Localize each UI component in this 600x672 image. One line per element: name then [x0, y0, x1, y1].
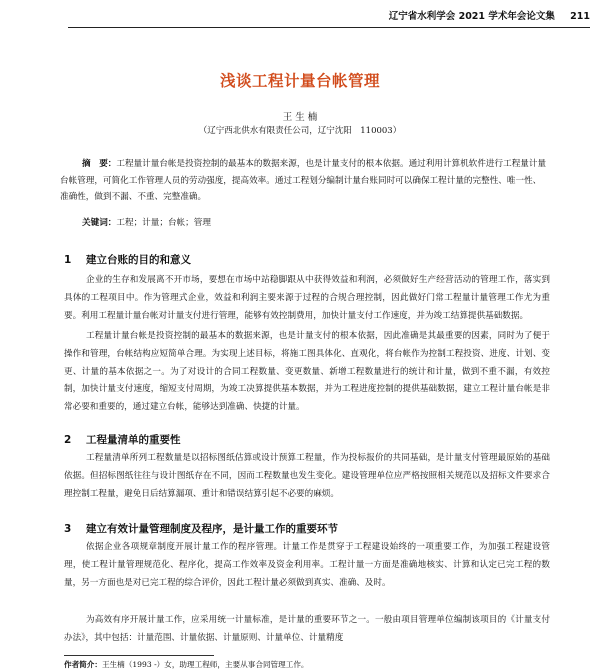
keywords-label: 关键词：	[82, 218, 117, 228]
author-affiliation: （辽宁西北供水有限责任公司，辽宁沈阳 110003）	[198, 126, 402, 136]
header-rule	[68, 27, 590, 28]
section-heading-3	[64, 521, 564, 536]
section-number: 2	[64, 434, 72, 446]
abstract	[60, 156, 548, 206]
section-title: 工程量清单的重要性	[86, 434, 181, 446]
article-title: 浅谈工程计量台帐管理	[219, 72, 380, 90]
author-name: 王 生 楠	[282, 112, 318, 123]
keywords-text: 工程；计量；台帐；管理	[116, 218, 211, 228]
page-number: 211	[570, 11, 590, 22]
section-heading-2	[64, 432, 564, 447]
running-header	[0, 8, 590, 24]
abstract-label: 摘 要：	[82, 159, 117, 169]
section-title: 建立有效计量管理制度及程序，是计量工作的重要环节	[86, 523, 338, 535]
section-number: 1	[64, 254, 72, 266]
section-heading-1	[64, 252, 564, 267]
author-footnote	[64, 659, 309, 670]
journal-name: 辽宁省水利学会 2021 学术年会论文集	[388, 11, 555, 22]
section-number: 3	[64, 523, 72, 535]
footnote-rule	[64, 655, 214, 656]
keywords	[82, 216, 548, 228]
footnote-text: 王生楠（1993 -）女，助理工程师，主要从事合同管理工作。	[101, 660, 309, 669]
footnote-label: 作者简介：	[64, 660, 102, 669]
paragraph: 依据企业各项规章制度开展计量工作的程序管理。计量工作是贯穿于工程建设始终的一项重要工作，为加强工程建设管理，使工程计量管理规范化、程序化，提高工作效率及资金利用率。工程计量一方面是准确地核实、计算和认定已完工程的数量，另一方面也是对已完工程的综合评价，因此工程计量必须做到真实、准确、及时。	[64, 542, 550, 588]
paragraph: 工程量清单所列工程数量是以招标图纸估算或设计预算工程量，作为投标报价的共同基础，是计量支付管理最原始的基础依据。但招标图纸往往与设计图纸存在不同，因而工程数量也发生变化。建设管理单位应严格按照相关规范以及招标文件要求合理控制工程量，避免日后结算漏项、重计和错误结算引起不必要的麻烦。	[64, 453, 550, 499]
paragraph: 工程量计量台帐是投资控制的最基本的数据来源，也是计量支付的根本依据，因此准确是其最重要的因素，同时为了便于操作和管理，台帐结构应短简单合理。为实现上述目标，将施工图具体化、直观化，将台帐作为控制工程投资、进度、计划、变更、计量的基本依据之一。为了对设计的合同工程数量、变更数量、新增工程数量进行的统计和计量，做到不重不漏，有效控制，加快计量支付速度，缩短支付周期，为竣工决算提供基本数据，并为工程进度控制的提供基础数据，建立工程计量台帐是非常必要和重要的，通过建立台帐，能够达到准确、快捷的计量。	[64, 331, 550, 413]
abstract-text: 工程量计量台帐是投资控制的最基本的数据来源，也是计量支付的根本依据。通过利用计算机软件进行工程量计量台帐管理，可简化工作管理人员的劳动强度，提高效率。通过工程划分编制计量台账同时可以确保工程计量的完整性、唯一性、准确性，做到不漏、不重、完整准确。	[60, 159, 547, 202]
paragraph: 为高效有序开展计量工作，应采用统一计量标准，是计量的重要环节之一。一般由项目管理单位编制该项目的《计量支付办法》，其中包括：计量范围、计量依据、计量原则、计量单位、计量精度	[64, 615, 550, 643]
paragraph: 企业的生存和发展离不开市场，要想在市场中站稳脚跟从中获得效益和利润，必须做好生产经营活动的管理工作，落实到具体的工程项目中。作为管理式企业，效益和利润主要来源于过程的合规合理控制，因此做好门常工程量计量管理工作尤为重要。利用工程量计量台帐对计量支付进行管理，能够有效控制费用，加快计量支付工作速度，并为竣工结算提供基础数据。	[64, 275, 550, 321]
section-title: 建立台账的目的和意义	[86, 254, 191, 266]
